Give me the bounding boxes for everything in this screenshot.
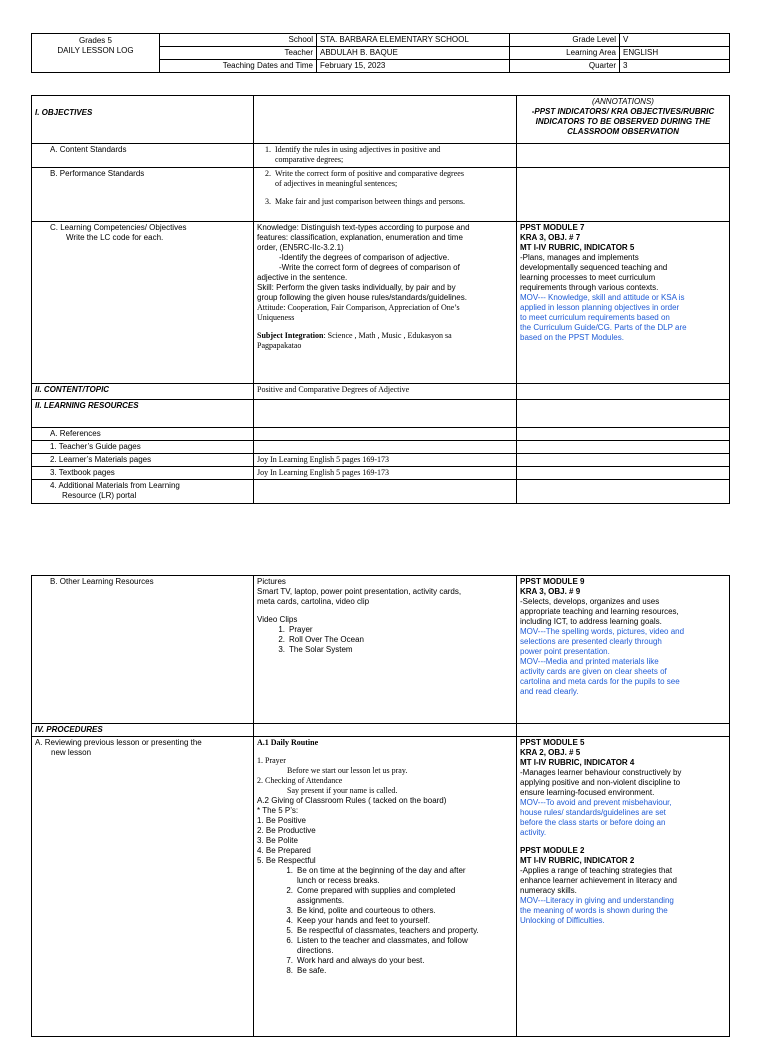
procedure-a-value: [254, 737, 517, 1037]
rule-6: 6. Listen to the teacher and classmates, and follow: [286, 936, 468, 945]
grade-title: Grades 5: [79, 36, 112, 45]
ann-or-2: KRA 3, OBJ. # 9: [520, 587, 581, 596]
performance-standards-label: B. Performance Standards: [32, 168, 254, 222]
mov-p2-1: MOV---Literacy in giving and understanding: [520, 896, 674, 905]
competencies-label: [32, 222, 254, 384]
prayer-text: Before we start our lesson let us pray.: [287, 766, 408, 775]
mov-p1-2: house rules/ standards/guidelines are set: [520, 808, 666, 817]
subject-integration: Subject Integration: Science , Math , Music , Edukasyon sa: [257, 331, 452, 340]
video-label: Video Clips: [257, 615, 298, 624]
mov-or-7: and read clearly.: [520, 687, 579, 696]
rule-6-cont: directions.: [297, 946, 334, 955]
annotations-header: [517, 96, 730, 144]
lm-value: Joy In Learning English 5 pages 169-173: [254, 454, 517, 467]
or-line-2: Smart TV, laptop, power point presentation, activity cards,: [257, 587, 462, 596]
competencies-annotation: [517, 222, 730, 384]
comp-line-3: order, (EN5RC-IIc-3.2.1): [257, 243, 344, 252]
objectives-blank: [254, 96, 517, 144]
content-standards-annotation: [517, 144, 730, 168]
dates-value: February 15, 2023: [317, 60, 510, 73]
mov-c-5: based on the PPST Modules.: [520, 333, 624, 342]
references-value: [254, 428, 517, 441]
ann-p1-4: -Manages learner behaviour constructively by: [520, 768, 682, 777]
or-line-1: Pictures: [257, 577, 286, 586]
rule-2: 2. Come prepared with supplies and completed: [286, 886, 456, 895]
mov-or-5: activity cards are given on clear sheets of: [520, 667, 667, 676]
competencies-label-1: C. Learning Competencies/ Objectives: [50, 223, 187, 232]
ann-or-3: -Selects, develops, organizes and uses: [520, 597, 660, 606]
mov-or-3: power point presentation.: [520, 647, 610, 656]
ann-p2-2: MT I-IV RUBRIC, INDICATOR 2: [520, 856, 635, 865]
rule-1-cont: lunch or recess breaks.: [297, 876, 380, 885]
comp-line-6: adjective in the sentence.: [257, 273, 348, 282]
lm-annotation: [517, 454, 730, 467]
references-annotation: [517, 428, 730, 441]
ann-c-6: learning processes to meet curriculum: [520, 273, 656, 282]
five-p-1: 1. Be Positive: [257, 816, 306, 825]
rule-8: 8. Be safe.: [286, 966, 327, 975]
procedures-blank: [254, 724, 517, 737]
other-resources-value: [254, 576, 517, 724]
additional-label-1: 4. Additional Materials from Learning: [50, 481, 180, 490]
procedures-table: [31, 575, 730, 1037]
comp-line-2: features: classification, explanation, enumeration and time: [257, 233, 463, 242]
annotations-line-1: (ANNOTATIONS): [592, 97, 654, 106]
video-1: 1. Prayer: [278, 625, 313, 634]
quarter-value: 3: [620, 60, 730, 73]
attendance-text: Say present if your name is called.: [287, 786, 398, 795]
rule-3: 3. Be kind, polite and courteous to others.: [286, 906, 436, 915]
additional-annotation: [517, 480, 730, 504]
rule-2-cont: assignments.: [297, 896, 345, 905]
procedures-title: IV. PROCEDURES: [32, 724, 254, 737]
cs-item-1-cont: comparative degrees;: [275, 155, 344, 164]
mov-c-2: applied in lesson planning objectives in order: [520, 303, 680, 312]
grade-cell: [32, 34, 160, 73]
or-line-3: meta cards, cartolina, video clip: [257, 597, 370, 606]
ann-c-5: developmentally sequenced teaching and: [520, 263, 668, 272]
performance-standards-annotation: [517, 168, 730, 222]
comp-line-8: group following the given house rules/standards/guidelines.: [257, 293, 467, 302]
resources-annotation: [517, 400, 730, 428]
mov-or-4: MOV---Media and printed materials like: [520, 657, 659, 666]
ann-p1-6: ensure learning-focused environment.: [520, 788, 655, 797]
comp-line-1: Knowledge: Distinguish text-types according to purpose and: [257, 223, 470, 232]
five-p-3: 3. Be Polite: [257, 836, 298, 845]
teacher-label: Teacher: [160, 47, 317, 60]
mov-p1-3: before the class starts or before doing an: [520, 818, 666, 827]
ann-p2-4: enhance learner achievement in literacy and: [520, 876, 677, 885]
mov-or-6: cartolina and meta cards for the pupils to see: [520, 677, 680, 686]
daily-routine: A.1 Daily Routine: [257, 738, 319, 747]
cs-item-2-cont: of adjectives in meaningful sentences;: [275, 179, 398, 188]
ann-p2-5: numeracy skills.: [520, 886, 577, 895]
rule-1: 1. Be on time at the beginning of the day and after: [286, 866, 466, 875]
procedure-a-annotation: [517, 737, 730, 1037]
mov-p1-1: MOV---To avoid and prevent misbehaviour,: [520, 798, 672, 807]
rule-4: 4. Keep your hands and feet to yourself.: [286, 916, 430, 925]
resources-blank: [254, 400, 517, 428]
video-3: 3. The Solar System: [278, 645, 353, 654]
lm-label: 2. Learner’s Materials pages: [32, 454, 254, 467]
mov-p1-4: activity.: [520, 828, 547, 837]
objectives-title: I. OBJECTIVES: [32, 96, 254, 144]
teacher-value: ABDULAH B. BAQUE: [317, 47, 510, 60]
additional-label: [32, 480, 254, 504]
learning-area-value: ENGLISH: [620, 47, 730, 60]
objectives-table: [31, 95, 730, 504]
dates-label: Teaching Dates and Time: [160, 60, 317, 73]
other-resources-annotation: [517, 576, 730, 724]
other-resources-label: B. Other Learning Resources: [32, 576, 254, 724]
ann-p2-1: PPST MODULE 2: [520, 846, 585, 855]
annotations-line-2: -PPST INDICATORS/ KRA OBJECTIVES/RUBRIC: [531, 107, 715, 116]
video-2: 2. Roll Over The Ocean: [278, 635, 364, 644]
five-p-2: 2. Be Productive: [257, 826, 316, 835]
log-title: DAILY LESSON LOG: [57, 46, 134, 55]
procedure-a-label-2: new lesson: [51, 748, 92, 757]
five-p-title: * The 5 P’s:: [257, 806, 299, 815]
ann-or-4: appropriate teaching and learning resources,: [520, 607, 679, 616]
comp-line-4: -Identify the degrees of comparison of adjective.: [279, 253, 450, 262]
ann-c-4: -Plans, manages and implements: [520, 253, 639, 262]
rule-7: 7. Work hard and always do your best.: [286, 956, 425, 965]
mov-p2-2: the meaning of words is shown during the: [520, 906, 668, 915]
ann-p1-5: applying positive and non-violent discipline to: [520, 778, 681, 787]
tg-value: [254, 441, 517, 454]
attendance: 2. Checking of Attendance: [257, 776, 343, 785]
ann-p2-3: -Applies a range of teaching strategies that: [520, 866, 673, 875]
cs-item-2: 2. Write the correct form of positive and comparative degrees: [265, 169, 464, 178]
ann-c-2: KRA 3, OBJ. # 7: [520, 233, 581, 242]
procedures-blank-annotation: [517, 724, 730, 737]
tb-annotation: [517, 467, 730, 480]
mov-p2-3: Unlocking of Difficulties.: [520, 916, 605, 925]
annotations-line-3: INDICATORS TO BE OBSERVED DURING THE: [535, 117, 711, 126]
ann-p1-2: KRA 2, OBJ. # 5: [520, 748, 581, 757]
quarter-label: Quarter: [510, 60, 620, 73]
rules-title: A.2 Giving of Classroom Rules ( tacked on the board): [257, 796, 447, 805]
school-label: School: [160, 34, 317, 47]
mov-or-2: selections are presented clearly through: [520, 637, 662, 646]
ann-or-1: PPST MODULE 9: [520, 577, 585, 586]
mov-c-1: MOV--- Knowledge, skill and attitude or KSA is: [520, 293, 685, 302]
competencies-label-2: Write the LC code for each.: [66, 233, 164, 242]
competencies-value: [254, 222, 517, 384]
ann-p1-1: PPST MODULE 5: [520, 738, 585, 747]
cs-item-1: 1. Identify the rules in using adjectives in positive and: [265, 145, 441, 154]
comp-line-10: Uniqueness: [257, 313, 295, 322]
comp-line-5: -Write the correct form of degrees of comparison of: [279, 263, 460, 272]
content-title: II. CONTENT/TOPIC: [32, 384, 254, 400]
ann-c-1: PPST MODULE 7: [520, 223, 585, 232]
prayer: 1. Prayer: [257, 756, 286, 765]
ann-c-7: requirements through various contexts.: [520, 283, 659, 292]
resources-title: II. LEARNING RESOURCES: [32, 400, 254, 428]
procedure-a-label: [32, 737, 254, 1037]
cs-item-3: 3. Make fair and just comparison between things and persons.: [265, 197, 465, 206]
performance-standards-value: [254, 168, 517, 222]
content-annotation: [517, 384, 730, 400]
mov-c-3: to meet curriculum requirements based on: [520, 313, 670, 322]
tg-annotation: [517, 441, 730, 454]
ann-p1-3: MT I-IV RUBRIC, INDICATOR 4: [520, 758, 635, 767]
tb-value: Joy In Learning English 5 pages 169-173: [254, 467, 517, 480]
learning-area-label: Learning Area: [510, 47, 620, 60]
additional-label-2: Resource (LR) portal: [62, 491, 137, 500]
references-label: A. References: [32, 428, 254, 441]
annotations-line-4: CLASSROOM OBSERVATION: [567, 127, 679, 136]
content-value: Positive and Comparative Degrees of Adjective: [254, 384, 517, 400]
ann-or-5: including ICT, to address learning goals.: [520, 617, 662, 626]
comp-line-9: Attitude: Cooperation, Fair Comparison, Appreciation of One’s: [257, 303, 460, 312]
ann-c-3: MT I-IV RUBRIC, INDICATOR 5: [520, 243, 635, 252]
tb-label: 3. Textbook pages: [32, 467, 254, 480]
additional-value: [254, 480, 517, 504]
subject-integration-2: Pagpapakatao: [257, 341, 302, 350]
mov-c-4: the Curriculum Guide/CG. Parts of the DLP are: [520, 323, 687, 332]
grade-level-value: V: [620, 34, 730, 47]
mov-or-1: MOV---The spelling words, pictures, video and: [520, 627, 685, 636]
school-value: STA. BARBARA ELEMENTARY SCHOOL: [317, 34, 510, 47]
tg-label: 1. Teacher’s Guide pages: [32, 441, 254, 454]
grade-level-label: Grade Level: [510, 34, 620, 47]
procedure-a-label-1: A. Reviewing previous lesson or presenting the: [35, 738, 202, 747]
five-p-4: 4. Be Prepared: [257, 846, 311, 855]
rule-5: 5. Be respectful of classmates, teachers and property.: [286, 926, 479, 935]
five-p-5: 5. Be Respectful: [257, 856, 316, 865]
header-table: [31, 33, 730, 73]
content-standards-value: [254, 144, 517, 168]
content-standards-label: A. Content Standards: [32, 144, 254, 168]
comp-line-7: Skill: Perform the given tasks individually, by pair and by: [257, 283, 456, 292]
